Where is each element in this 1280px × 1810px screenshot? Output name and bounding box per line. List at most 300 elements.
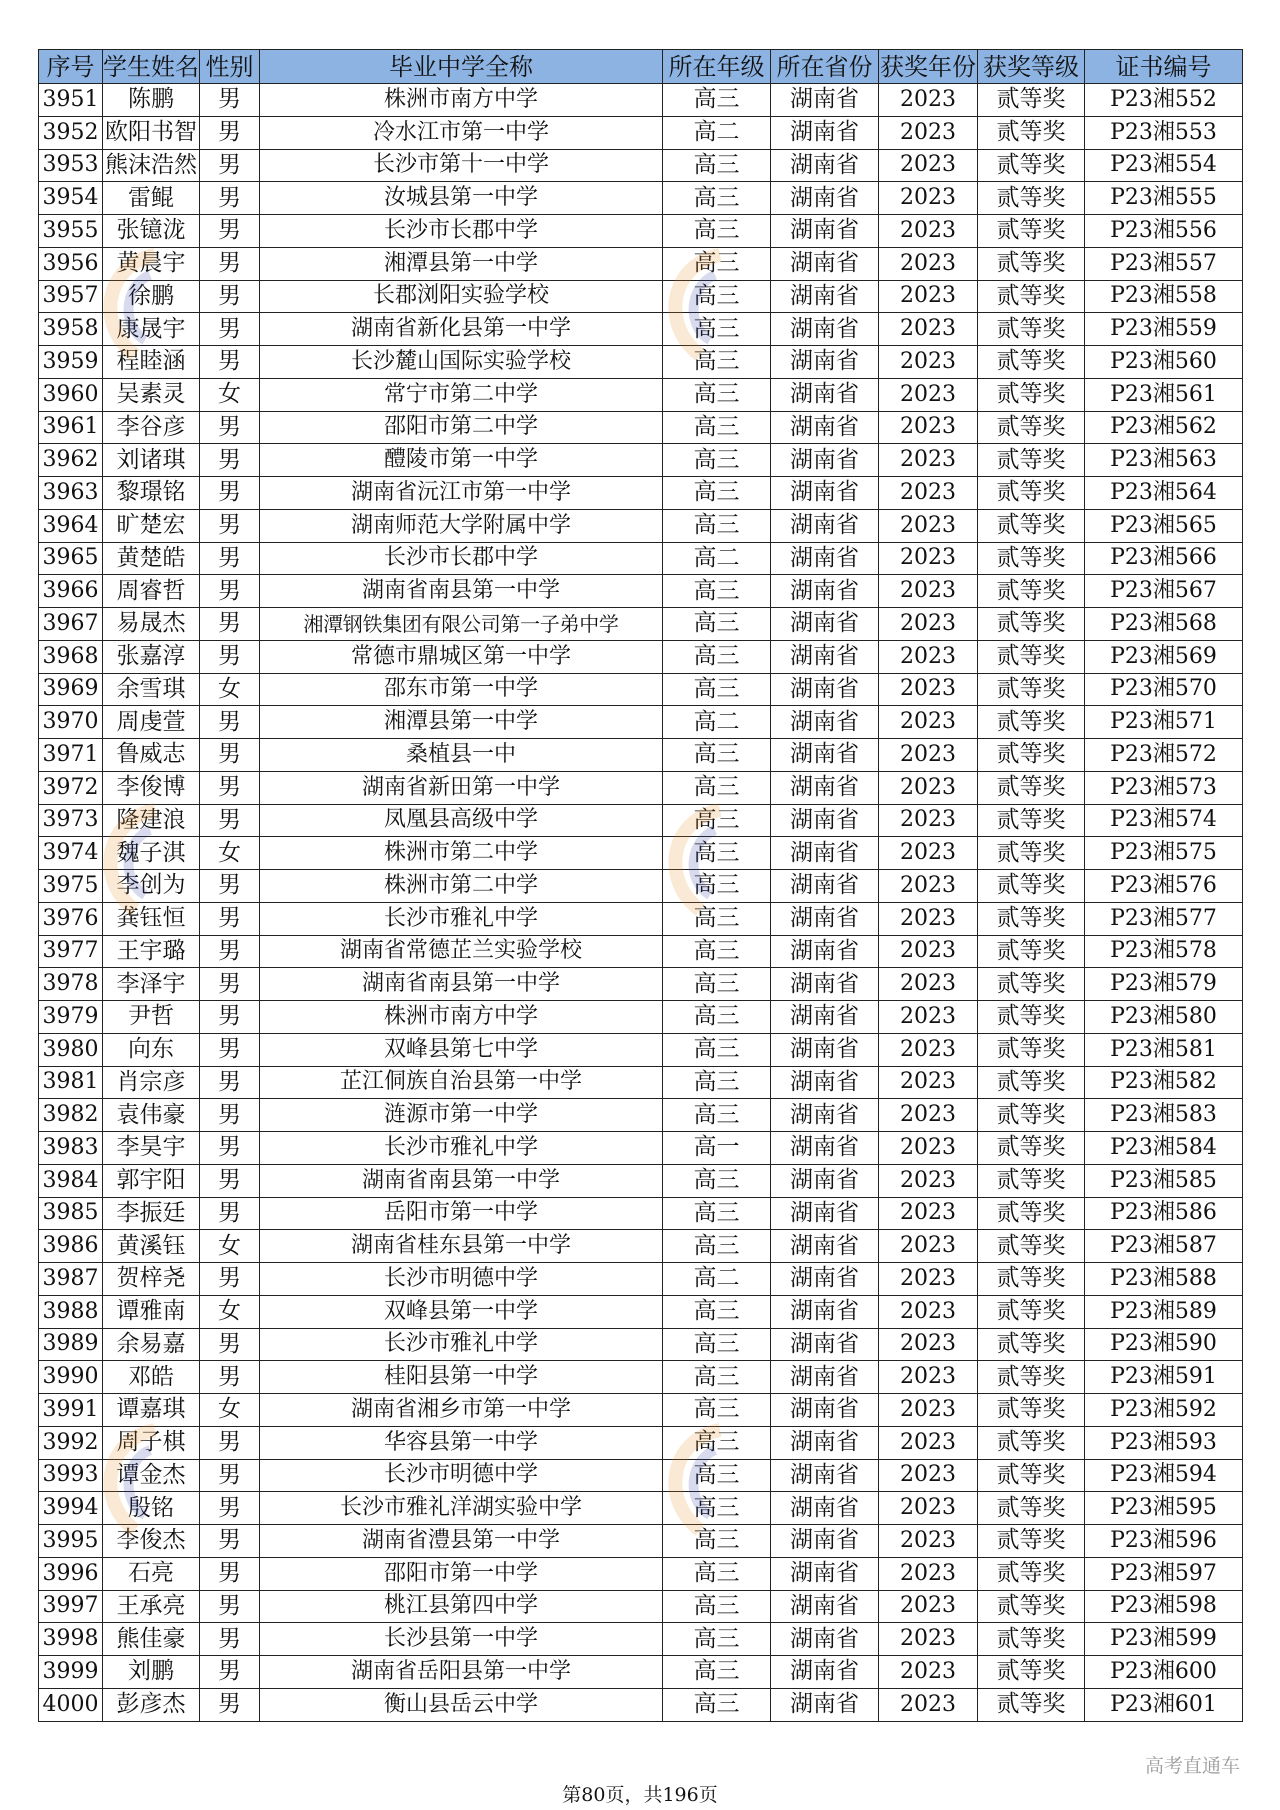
certificate-number-cell: P23湘558 [1085,280,1243,313]
province-cell: 湖南省 [771,935,879,968]
table-row [39,640,1243,673]
serial-cell: 3951 [39,84,103,117]
serial-cell: 3983 [39,1132,103,1165]
grade-cell: 高三 [663,804,771,837]
serial-cell: 3985 [39,1197,103,1230]
grade-cell: 高三 [663,1328,771,1361]
award-year-cell: 2023 [879,1590,978,1623]
gender-cell: 男 [200,182,260,215]
serial-cell: 3968 [39,640,103,673]
serial-cell: 3970 [39,706,103,739]
serial-cell: 3960 [39,378,103,411]
table-row [39,575,1243,608]
header-cell: 所在省份 [771,50,879,84]
grade-cell: 高三 [663,411,771,444]
province-cell: 湖南省 [771,280,879,313]
province-cell: 湖南省 [771,1328,879,1361]
award-level-cell: 贰等奖 [978,870,1085,903]
certificate-number-cell: P23湘552 [1085,84,1243,117]
student-name-cell: 张镱泷 [103,215,200,248]
certificate-number-cell: P23湘587 [1085,1230,1243,1263]
award-year-cell: 2023 [879,542,978,575]
award-year-cell: 2023 [879,1328,978,1361]
header-cell: 学生姓名 [103,50,200,84]
student-name-cell: 肖宗彦 [103,1066,200,1099]
serial-cell: 3972 [39,771,103,804]
award-level-cell: 贰等奖 [978,1066,1085,1099]
award-year-cell: 2023 [879,1033,978,1066]
school-cell: 湘潭钢铁集团有限公司第一子弟中学 [260,608,663,641]
certificate-number-cell: P23湘574 [1085,804,1243,837]
gender-cell: 男 [200,1525,260,1558]
school-cell: 长沙市第十一中学 [260,149,663,182]
certificate-number-cell: P23湘556 [1085,215,1243,248]
serial-cell: 3984 [39,1164,103,1197]
certificate-number-cell: P23湘600 [1085,1656,1243,1689]
grade-cell: 高三 [663,1033,771,1066]
gender-cell: 男 [200,608,260,641]
table-row [39,84,1243,117]
award-level-cell: 贰等奖 [978,1492,1085,1525]
serial-cell: 3964 [39,509,103,542]
school-cell: 湖南省湘乡市第一中学 [260,1394,663,1427]
serial-cell: 3967 [39,608,103,641]
serial-cell: 3962 [39,444,103,477]
student-name-cell: 程睦涵 [103,346,200,379]
grade-cell: 高三 [663,739,771,772]
province-cell: 湖南省 [771,1263,879,1296]
student-name-cell: 谭雅南 [103,1295,200,1328]
student-name-cell: 石亮 [103,1557,200,1590]
school-cell: 长沙市长郡中学 [260,542,663,575]
grade-cell: 高三 [663,575,771,608]
province-cell: 湖南省 [771,1557,879,1590]
grade-cell: 高三 [663,215,771,248]
certificate-number-cell: P23湘579 [1085,968,1243,1001]
serial-cell: 3959 [39,346,103,379]
table-row [39,1361,1243,1394]
grade-cell: 高三 [663,1001,771,1034]
table-row [39,739,1243,772]
province-cell: 湖南省 [771,1164,879,1197]
province-cell: 湖南省 [771,640,879,673]
student-name-cell: 龚钰恒 [103,902,200,935]
serial-cell: 3952 [39,116,103,149]
province-cell: 湖南省 [771,477,879,510]
serial-cell: 3992 [39,1426,103,1459]
grade-cell: 高三 [663,1492,771,1525]
table-header-row [39,50,1243,84]
corner-watermark: 高考直通车 [1144,1755,1240,1777]
province-cell: 湖南省 [771,444,879,477]
province-cell: 湖南省 [771,1688,879,1721]
award-year-cell: 2023 [879,1492,978,1525]
gender-cell: 女 [200,1230,260,1263]
table-row [39,1263,1243,1296]
student-name-cell: 李昊宇 [103,1132,200,1165]
school-cell: 湖南省新田第一中学 [260,771,663,804]
gender-cell: 男 [200,509,260,542]
grade-cell: 高三 [663,1066,771,1099]
certificate-number-cell: P23湘553 [1085,116,1243,149]
school-cell: 长沙市雅礼中学 [260,902,663,935]
award-level-cell: 贰等奖 [978,1263,1085,1296]
award-year-cell: 2023 [879,1656,978,1689]
certificate-number-cell: P23湘555 [1085,182,1243,215]
certificate-number-cell: P23湘563 [1085,444,1243,477]
student-name-cell: 徐鹏 [103,280,200,313]
header-cell: 获奖等级 [978,50,1085,84]
student-name-cell: 邓皓 [103,1361,200,1394]
school-cell: 长沙市明德中学 [260,1459,663,1492]
award-year-cell: 2023 [879,1263,978,1296]
province-cell: 湖南省 [771,1492,879,1525]
grade-cell: 高三 [663,346,771,379]
certificate-number-cell: P23湘585 [1085,1164,1243,1197]
certificate-number-cell: P23湘581 [1085,1033,1243,1066]
serial-cell: 3975 [39,870,103,903]
award-level-cell: 贰等奖 [978,771,1085,804]
student-name-cell: 周子棋 [103,1426,200,1459]
table-row [39,804,1243,837]
award-year-cell: 2023 [879,870,978,903]
school-cell: 湖南省澧县第一中学 [260,1525,663,1558]
award-level-cell: 贰等奖 [978,804,1085,837]
gender-cell: 女 [200,837,260,870]
serial-cell: 3963 [39,477,103,510]
serial-cell: 3993 [39,1459,103,1492]
gender-cell: 男 [200,116,260,149]
grade-cell: 高三 [663,902,771,935]
award-year-cell: 2023 [879,313,978,346]
province-cell: 湖南省 [771,739,879,772]
serial-cell: 3979 [39,1001,103,1034]
award-level-cell: 贰等奖 [978,1459,1085,1492]
grade-cell: 高三 [663,1361,771,1394]
gender-cell: 男 [200,215,260,248]
province-cell: 湖南省 [771,673,879,706]
gender-cell: 男 [200,1426,260,1459]
serial-cell: 3989 [39,1328,103,1361]
student-name-cell: 周虔萱 [103,706,200,739]
serial-cell: 3981 [39,1066,103,1099]
grade-cell: 高三 [663,837,771,870]
award-year-cell: 2023 [879,771,978,804]
grade-cell: 高三 [663,1590,771,1623]
school-cell: 醴陵市第一中学 [260,444,663,477]
award-level-cell: 贰等奖 [978,247,1085,280]
student-name-cell: 谭嘉琪 [103,1394,200,1427]
table-row [39,870,1243,903]
school-cell: 株洲市南方中学 [260,84,663,117]
grade-cell: 高三 [663,608,771,641]
gender-cell: 男 [200,1656,260,1689]
certificate-number-cell: P23湘582 [1085,1066,1243,1099]
award-year-cell: 2023 [879,902,978,935]
school-cell: 桂阳县第一中学 [260,1361,663,1394]
award-year-cell: 2023 [879,116,978,149]
serial-cell: 3961 [39,411,103,444]
province-cell: 湖南省 [771,215,879,248]
award-level-cell: 贰等奖 [978,1197,1085,1230]
gender-cell: 男 [200,1099,260,1132]
grade-cell: 高三 [663,968,771,1001]
grade-cell: 高三 [663,1426,771,1459]
province-cell: 湖南省 [771,411,879,444]
award-year-cell: 2023 [879,1295,978,1328]
student-name-cell: 隆建浪 [103,804,200,837]
grade-cell: 高三 [663,1099,771,1132]
award-year-cell: 2023 [879,1001,978,1034]
province-cell: 湖南省 [771,116,879,149]
table-row [39,1688,1243,1721]
student-name-cell: 李俊杰 [103,1525,200,1558]
province-cell: 湖南省 [771,870,879,903]
certificate-number-cell: P23湘564 [1085,477,1243,510]
school-cell: 常宁市第二中学 [260,378,663,411]
table-row [39,837,1243,870]
certificate-number-cell: P23湘576 [1085,870,1243,903]
table-row [39,280,1243,313]
grade-cell: 高三 [663,1557,771,1590]
table-row [39,1557,1243,1590]
award-year-cell: 2023 [879,706,978,739]
province-cell: 湖南省 [771,1132,879,1165]
certificate-number-cell: P23湘592 [1085,1394,1243,1427]
certificate-number-cell: P23湘560 [1085,346,1243,379]
table-row [39,149,1243,182]
gender-cell: 男 [200,640,260,673]
award-year-cell: 2023 [879,1361,978,1394]
table-row [39,1132,1243,1165]
table-row [39,968,1243,1001]
serial-cell: 3973 [39,804,103,837]
grade-cell: 高三 [663,771,771,804]
gender-cell: 男 [200,1492,260,1525]
province-cell: 湖南省 [771,837,879,870]
school-cell: 湘潭县第一中学 [260,247,663,280]
certificate-number-cell: P23湘601 [1085,1688,1243,1721]
student-name-cell: 易晟杰 [103,608,200,641]
award-level-cell: 贰等奖 [978,935,1085,968]
province-cell: 湖南省 [771,902,879,935]
gender-cell: 女 [200,1394,260,1427]
award-level-cell: 贰等奖 [978,608,1085,641]
certificate-number-cell: P23湘572 [1085,739,1243,772]
award-table [38,49,1243,1722]
school-cell: 湖南省沅江市第一中学 [260,477,663,510]
award-level-cell: 贰等奖 [978,1394,1085,1427]
award-level-cell: 贰等奖 [978,1033,1085,1066]
school-cell: 长沙市雅礼中学 [260,1328,663,1361]
student-name-cell: 尹哲 [103,1001,200,1034]
certificate-number-cell: P23湘568 [1085,608,1243,641]
award-level-cell: 贰等奖 [978,1295,1085,1328]
table-row [39,1001,1243,1034]
school-cell: 凤凰县高级中学 [260,804,663,837]
province-cell: 湖南省 [771,182,879,215]
header-cell: 证书编号 [1085,50,1243,84]
province-cell: 湖南省 [771,1066,879,1099]
student-name-cell: 熊佳豪 [103,1623,200,1656]
table-row [39,116,1243,149]
school-cell: 邵阳市第一中学 [260,1557,663,1590]
serial-cell: 3978 [39,968,103,1001]
gender-cell: 男 [200,1263,260,1296]
province-cell: 湖南省 [771,575,879,608]
table-row [39,1033,1243,1066]
serial-cell: 3958 [39,313,103,346]
province-cell: 湖南省 [771,509,879,542]
student-name-cell: 王承亮 [103,1590,200,1623]
table-row [39,313,1243,346]
certificate-number-cell: P23湘580 [1085,1001,1243,1034]
grade-cell: 高三 [663,935,771,968]
certificate-number-cell: P23湘597 [1085,1557,1243,1590]
table-row [39,706,1243,739]
award-year-cell: 2023 [879,346,978,379]
serial-cell: 3994 [39,1492,103,1525]
province-cell: 湖南省 [771,84,879,117]
table-row [39,1066,1243,1099]
student-name-cell: 鲁威志 [103,739,200,772]
school-cell: 衡山县岳云中学 [260,1688,663,1721]
certificate-number-cell: P23湘591 [1085,1361,1243,1394]
school-cell: 涟源市第一中学 [260,1099,663,1132]
award-level-cell: 贰等奖 [978,84,1085,117]
serial-cell: 3957 [39,280,103,313]
student-name-cell: 刘鹏 [103,1656,200,1689]
school-cell: 湖南师范大学附属中学 [260,509,663,542]
student-name-cell: 黄楚皓 [103,542,200,575]
award-year-cell: 2023 [879,608,978,641]
award-level-cell: 贰等奖 [978,149,1085,182]
gender-cell: 男 [200,84,260,117]
page-number: 第80页，共196页 [562,1784,718,1806]
gender-cell: 男 [200,1164,260,1197]
serial-cell: 3990 [39,1361,103,1394]
table-row [39,247,1243,280]
award-level-cell: 贰等奖 [978,640,1085,673]
province-cell: 湖南省 [771,804,879,837]
gender-cell: 男 [200,280,260,313]
award-level-cell: 贰等奖 [978,902,1085,935]
province-cell: 湖南省 [771,771,879,804]
award-level-cell: 贰等奖 [978,182,1085,215]
award-year-cell: 2023 [879,280,978,313]
school-cell: 株洲市南方中学 [260,1001,663,1034]
gender-cell: 男 [200,804,260,837]
award-level-cell: 贰等奖 [978,968,1085,1001]
table-row [39,1590,1243,1623]
table-row [39,608,1243,641]
grade-cell: 高三 [663,1688,771,1721]
table-row [39,444,1243,477]
student-name-cell: 余易嘉 [103,1328,200,1361]
student-name-cell: 黎璟铭 [103,477,200,510]
gender-cell: 男 [200,739,260,772]
table-row [39,1459,1243,1492]
grade-cell: 高三 [663,444,771,477]
student-name-cell: 彭彦杰 [103,1688,200,1721]
award-level-cell: 贰等奖 [978,215,1085,248]
gender-cell: 女 [200,673,260,706]
grade-cell: 高三 [663,182,771,215]
award-year-cell: 2023 [879,837,978,870]
province-cell: 湖南省 [771,149,879,182]
table-row [39,509,1243,542]
award-level-cell: 贰等奖 [978,1656,1085,1689]
grade-cell: 高三 [663,1164,771,1197]
school-cell: 湖南省南县第一中学 [260,1164,663,1197]
school-cell: 长沙县第一中学 [260,1623,663,1656]
grade-cell: 高三 [663,870,771,903]
table-row [39,1623,1243,1656]
award-level-cell: 贰等奖 [978,1328,1085,1361]
award-level-cell: 贰等奖 [978,575,1085,608]
award-year-cell: 2023 [879,182,978,215]
serial-cell: 3997 [39,1590,103,1623]
gender-cell: 男 [200,1328,260,1361]
award-year-cell: 2023 [879,215,978,248]
student-name-cell: 余雪琪 [103,673,200,706]
award-year-cell: 2023 [879,1197,978,1230]
student-name-cell: 李振廷 [103,1197,200,1230]
gender-cell: 男 [200,346,260,379]
province-cell: 湖南省 [771,346,879,379]
student-name-cell: 刘诸琪 [103,444,200,477]
award-year-cell: 2023 [879,509,978,542]
certificate-number-cell: P23湘596 [1085,1525,1243,1558]
table-row [39,1426,1243,1459]
award-year-cell: 2023 [879,1459,978,1492]
student-name-cell: 郭宇阳 [103,1164,200,1197]
award-year-cell: 2023 [879,378,978,411]
province-cell: 湖南省 [771,1361,879,1394]
grade-cell: 高三 [663,509,771,542]
province-cell: 湖南省 [771,706,879,739]
serial-cell: 3966 [39,575,103,608]
province-cell: 湖南省 [771,608,879,641]
certificate-number-cell: P23湘566 [1085,542,1243,575]
grade-cell: 高三 [663,247,771,280]
grade-cell: 高三 [663,477,771,510]
serial-cell: 3971 [39,739,103,772]
award-year-cell: 2023 [879,84,978,117]
gender-cell: 男 [200,1197,260,1230]
award-level-cell: 贰等奖 [978,280,1085,313]
school-cell: 长沙市明德中学 [260,1263,663,1296]
award-year-cell: 2023 [879,1623,978,1656]
gender-cell: 男 [200,542,260,575]
table-row [39,673,1243,706]
grade-cell: 高三 [663,313,771,346]
table-row [39,902,1243,935]
student-name-cell: 黄晨宇 [103,247,200,280]
award-year-cell: 2023 [879,1394,978,1427]
award-year-cell: 2023 [879,149,978,182]
header-cell: 获奖年份 [879,50,978,84]
student-name-cell: 周睿哲 [103,575,200,608]
gender-cell: 男 [200,444,260,477]
serial-cell: 3982 [39,1099,103,1132]
serial-cell: 4000 [39,1688,103,1721]
school-cell: 湖南省新化县第一中学 [260,313,663,346]
gender-cell: 男 [200,1066,260,1099]
school-cell: 长沙市雅礼中学 [260,1132,663,1165]
table-row [39,1656,1243,1689]
table-row [39,542,1243,575]
